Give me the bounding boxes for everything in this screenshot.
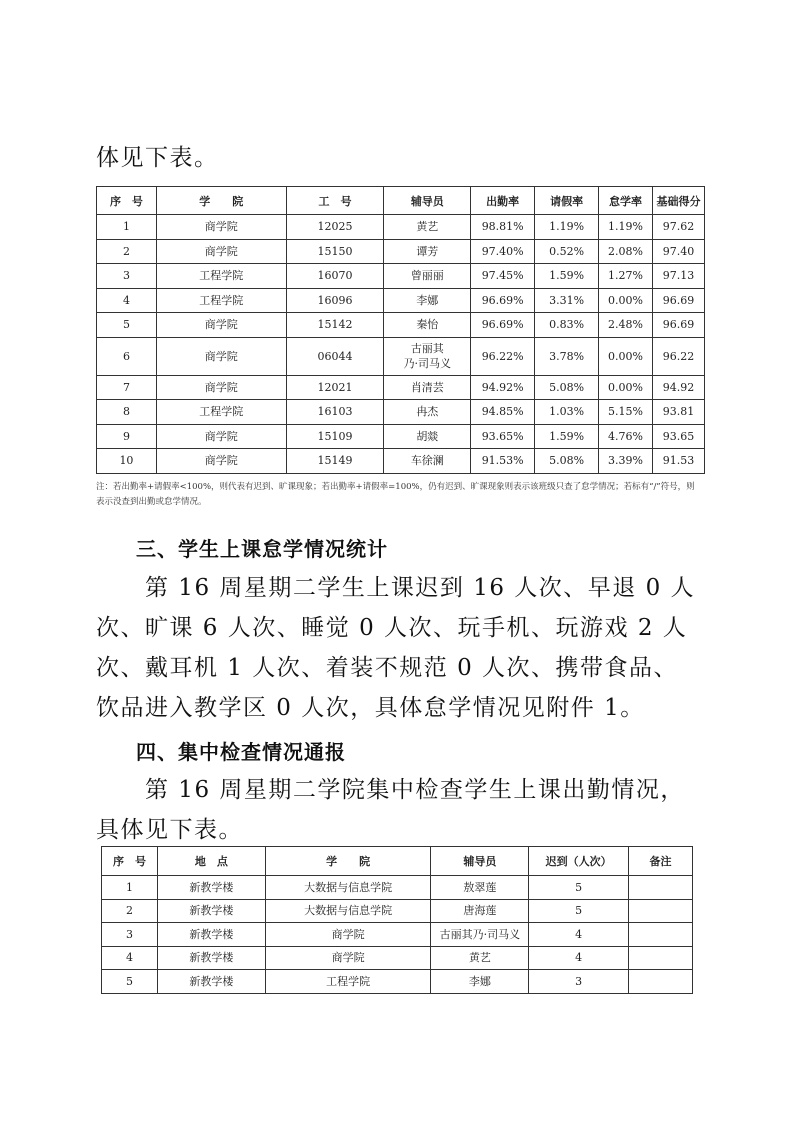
table-header-row xyxy=(97,187,705,215)
table-cell: 6 xyxy=(97,337,157,375)
table-row xyxy=(102,876,693,900)
table-cell: 94.85% xyxy=(471,400,535,425)
table-cell: 新教学楼 xyxy=(157,970,265,994)
table-cell xyxy=(629,899,693,923)
table-cell: 15150 xyxy=(286,239,384,264)
table-cell: 10 xyxy=(97,449,157,474)
table-cell: 大数据与信息学院 xyxy=(265,876,431,900)
table-row xyxy=(97,264,705,289)
table-cell: 黄艺 xyxy=(384,215,471,240)
table-cell: 8 xyxy=(97,400,157,425)
table-cell: 1.59% xyxy=(535,424,599,449)
table-row xyxy=(97,449,705,474)
table-cell: 新教学楼 xyxy=(157,899,265,923)
table-cell: 5 xyxy=(97,313,157,338)
table-cell: 93.65% xyxy=(471,424,535,449)
table-cell: 0.00% xyxy=(599,288,653,313)
table-cell: 3 xyxy=(529,970,629,994)
table-cell: 7 xyxy=(97,375,157,400)
table-cell: 商学院 xyxy=(156,313,286,338)
table-cell xyxy=(629,876,693,900)
section-4-body: 第 16 周星期二学院集中检查学生上课出勤情况，具体见下表。 xyxy=(96,777,685,843)
table-cell: 0.52% xyxy=(535,239,599,264)
table-cell: 96.22 xyxy=(652,337,704,375)
table-cell: 94.92% xyxy=(471,375,535,400)
table-cell: 3 xyxy=(102,923,158,947)
table-row xyxy=(97,288,705,313)
table-cell: 新教学楼 xyxy=(157,876,265,900)
table-cell: 曾丽丽 xyxy=(384,264,471,289)
table-cell: 敖翠莲 xyxy=(431,876,529,900)
table-cell: 秦怡 xyxy=(384,313,471,338)
table-cell: 16103 xyxy=(286,400,384,425)
column-header: 基础得分 xyxy=(652,187,704,215)
table-row xyxy=(97,239,705,264)
table-cell: 工程学院 xyxy=(265,970,431,994)
table-cell: 胡燚 xyxy=(384,424,471,449)
table-row xyxy=(97,375,705,400)
table-cell: 黄艺 xyxy=(431,946,529,970)
table-cell: 2 xyxy=(102,899,158,923)
table-cell: 96.69% xyxy=(471,313,535,338)
table-row xyxy=(102,923,693,947)
table-cell: 16070 xyxy=(286,264,384,289)
table-cell: 商学院 xyxy=(265,946,431,970)
column-header: 地 点 xyxy=(157,847,265,876)
table-cell: 2.08% xyxy=(599,239,653,264)
table-cell: 李娜 xyxy=(431,970,529,994)
table-cell: 新教学楼 xyxy=(157,923,265,947)
table-cell: 5 xyxy=(102,970,158,994)
table-cell: 工程学院 xyxy=(156,264,286,289)
table-cell: 商学院 xyxy=(156,337,286,375)
table-cell: 5.08% xyxy=(535,449,599,474)
table-cell: 97.62 xyxy=(652,215,704,240)
table-cell: 91.53% xyxy=(471,449,535,474)
table-cell xyxy=(629,946,693,970)
column-header: 序 号 xyxy=(102,847,158,876)
table-cell: 97.13 xyxy=(652,264,704,289)
table-cell: 3.39% xyxy=(599,449,653,474)
table-cell: 肖清芸 xyxy=(384,375,471,400)
table-cell: 06044 xyxy=(286,337,384,375)
table-cell: 5 xyxy=(529,899,629,923)
table-cell xyxy=(629,923,693,947)
table-cell: 94.92 xyxy=(652,375,704,400)
column-header: 备注 xyxy=(629,847,693,876)
table-cell: 商学院 xyxy=(265,923,431,947)
table-header-row xyxy=(102,847,693,876)
table-cell: 冉杰 xyxy=(384,400,471,425)
table-cell: 0.00% xyxy=(599,375,653,400)
table-cell: 2.48% xyxy=(599,313,653,338)
table-cell: 93.65 xyxy=(652,424,704,449)
column-header: 迟到（人次） xyxy=(529,847,629,876)
table-cell: 2 xyxy=(97,239,157,264)
table-cell: 商学院 xyxy=(156,239,286,264)
table-cell: 93.81 xyxy=(652,400,704,425)
table-cell: 1.27% xyxy=(599,264,653,289)
table-cell: 大数据与信息学院 xyxy=(265,899,431,923)
table-cell: 车徐澜 xyxy=(384,449,471,474)
counselor-attendance-table xyxy=(96,186,705,474)
table-cell: 9 xyxy=(97,424,157,449)
column-header: 辅导员 xyxy=(431,847,529,876)
table-row xyxy=(102,970,693,994)
table-row xyxy=(102,946,693,970)
table-cell: 4.76% xyxy=(599,424,653,449)
column-header: 序 号 xyxy=(97,187,157,215)
table-cell: 商学院 xyxy=(156,215,286,240)
table-cell: 5.15% xyxy=(599,400,653,425)
table-cell: 96.69 xyxy=(652,313,704,338)
table-cell: 3 xyxy=(97,264,157,289)
table-cell: 97.40 xyxy=(652,239,704,264)
table-row xyxy=(97,400,705,425)
table-cell: 0.83% xyxy=(535,313,599,338)
table-cell: 谭芳 xyxy=(384,239,471,264)
table-row xyxy=(97,215,705,240)
table-cell: 5.08% xyxy=(535,375,599,400)
table-cell: 91.53 xyxy=(652,449,704,474)
table-cell: 96.69 xyxy=(652,288,704,313)
table-cell: 4 xyxy=(97,288,157,313)
central-inspection-table xyxy=(101,846,693,994)
table-cell: 96.22% xyxy=(471,337,535,375)
column-header: 辅导员 xyxy=(384,187,471,215)
table-cell: 97.40% xyxy=(471,239,535,264)
table-cell: 商学院 xyxy=(156,424,286,449)
column-header: 请假率 xyxy=(535,187,599,215)
table-cell: 4 xyxy=(529,923,629,947)
table-note: 注：若出勤率+请假率<100%，则代表有迟到、旷课现象；若出勤率+请假率=100%，仍有迟到、旷课现象则表示该班级只查了怠学情况；若标有“/”符号，则表示没查到出勤或怠学情况。 xyxy=(96,482,695,507)
table-cell: 98.81% xyxy=(471,215,535,240)
table-cell: 工程学院 xyxy=(156,400,286,425)
table-cell: 1 xyxy=(97,215,157,240)
table-cell: 1.03% xyxy=(535,400,599,425)
table-cell: 16096 xyxy=(286,288,384,313)
column-header: 怠学率 xyxy=(599,187,653,215)
table-cell xyxy=(629,970,693,994)
table-cell: 唐海莲 xyxy=(431,899,529,923)
column-header: 学 院 xyxy=(156,187,286,215)
table-cell: 新教学楼 xyxy=(157,946,265,970)
table-cell: 4 xyxy=(529,946,629,970)
table-cell: 15142 xyxy=(286,313,384,338)
intro-line: 体见下表。 xyxy=(96,145,219,171)
table-cell: 12021 xyxy=(286,375,384,400)
column-header: 出勤率 xyxy=(471,187,535,215)
table-cell: 96.69% xyxy=(471,288,535,313)
table-cell: 商学院 xyxy=(156,375,286,400)
table-cell: 15109 xyxy=(286,424,384,449)
column-header: 学 院 xyxy=(265,847,431,876)
table-cell: 商学院 xyxy=(156,449,286,474)
table-row xyxy=(102,899,693,923)
table-cell: 3.78% xyxy=(535,337,599,375)
table-row xyxy=(97,424,705,449)
table-cell: 4 xyxy=(102,946,158,970)
table-cell: 1 xyxy=(102,876,158,900)
table-row xyxy=(97,337,705,375)
table-cell: 1.19% xyxy=(599,215,653,240)
table-cell: 5 xyxy=(529,876,629,900)
section-4-heading: 四、集中检查情况通报 xyxy=(136,740,346,764)
section-3-body: 第 16 周星期二学生上课迟到 16 人次、早退 0 人次、旷课 6 人次、睡觉 0 人次、玩手机、玩游戏 2 人次、戴耳机 1 人次、着装不规范 0 人次、携带食品、饮品进入教学区 0 人次，具体怠学情况见附件 1。 xyxy=(96,575,696,721)
table-cell: 12025 xyxy=(286,215,384,240)
table-cell: 古丽其乃·司马义 xyxy=(431,923,529,947)
section-3-heading: 三、学生上课怠学情况统计 xyxy=(136,537,388,561)
table-cell: 1.59% xyxy=(535,264,599,289)
column-header: 工 号 xyxy=(286,187,384,215)
table-cell: 古丽其 乃·司马义 xyxy=(384,337,471,375)
table-cell: 3.31% xyxy=(535,288,599,313)
table-cell: 97.45% xyxy=(471,264,535,289)
table-cell: 0.00% xyxy=(599,337,653,375)
table-cell: 李娜 xyxy=(384,288,471,313)
table-cell: 工程学院 xyxy=(156,288,286,313)
table-row xyxy=(97,313,705,338)
table-cell: 15149 xyxy=(286,449,384,474)
table-cell: 1.19% xyxy=(535,215,599,240)
